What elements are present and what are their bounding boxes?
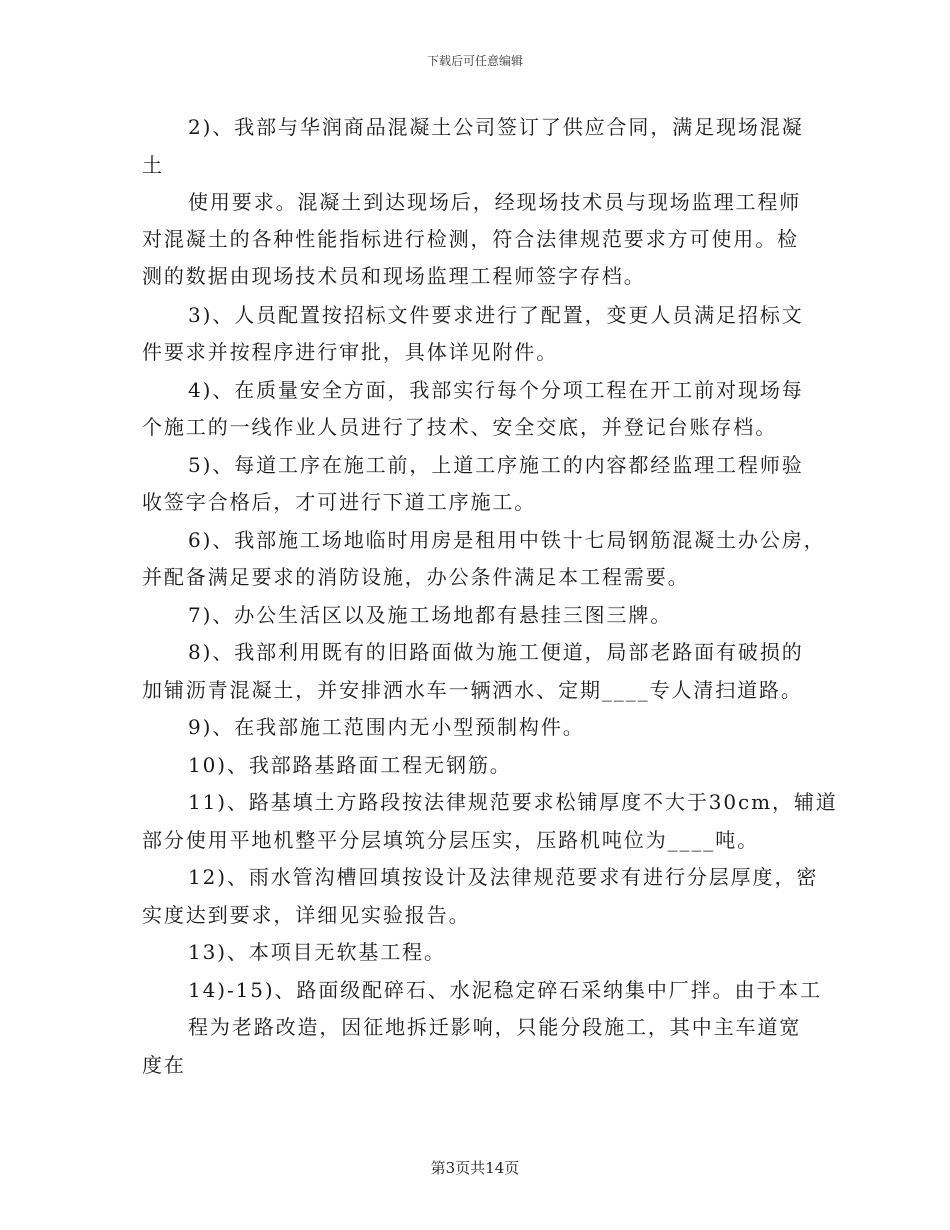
text-line: 13)、本项目无软基工程。 xyxy=(188,940,446,964)
text-line: 7)、办公生活区以及施工场地都有悬挂三图三牌。 xyxy=(188,603,673,627)
text-line: 部分使用平地机整平分层填筑分层压实，压路机吨位为____吨。 xyxy=(142,828,759,852)
text-line: 11)、路基填土方路段按法律规范要求松铺厚度不大于30cm，辅道 xyxy=(188,790,838,814)
page-footer: 第3页共14页 xyxy=(430,1159,520,1177)
text-line: 件要求并按程序进行审批，具体详见附件。 xyxy=(142,340,559,364)
text-line: 并配备满足要求的消防设施，办公条件满足本工程需要。 xyxy=(142,565,690,589)
text-line: 个施工的一线作业人员进行了技术、安全交底，并登记台账存档。 xyxy=(142,415,778,439)
text-line: 加铺沥青混凝土，并安排洒水车一辆洒水、定期____专人清扫道路。 xyxy=(142,678,803,702)
text-line: 12)、雨水管沟槽回填按设计及法律规范要求有进行分层厚度，密 xyxy=(188,865,819,889)
text-line: 4)、在质量安全方面，我部实行每个分项工程在开工前对现场每 xyxy=(188,378,804,402)
text-line: 3)、人员配置按招标文件要求进行了配置，变更人员满足招标文 xyxy=(188,303,804,327)
text-line: 实度达到要求，详细见实验报告。 xyxy=(142,903,471,927)
text-line: 10)、我部路基路面工程无钢筋。 xyxy=(188,753,512,777)
text-line: 14)-15)、路面级配碎石、水泥稳定碎石采纳集中厂拌。由于本工 xyxy=(188,978,823,1002)
text-line: 使用要求。混凝土到达现场后，经现场技术员与现场监理工程师 xyxy=(188,190,802,214)
text-line: 9)、在我部施工范围内无小型预制构件。 xyxy=(188,715,585,739)
text-line: 收签字合格后，才可进行下道工序施工。 xyxy=(142,490,537,514)
text-line: 土 xyxy=(142,153,164,177)
page-header: 下载后可任意编辑 xyxy=(426,54,523,68)
text-line: 测的数据由现场技术员和现场监理工程师签字存档。 xyxy=(142,264,646,288)
text-line: 5)、每道工序在施工前，上道工序施工的内容都经监理工程师验 xyxy=(188,453,804,477)
text-line: 6)、我部施工场地临时用房是租用中铁十七局钢筋混凝土办公房， xyxy=(188,528,826,552)
text-line: 2)、我部与华润商品混凝土公司签订了供应合同，满足现场混凝 xyxy=(188,115,804,139)
text-line: 度在 xyxy=(142,1053,186,1077)
text-line: 对混凝土的各种性能指标进行检测，符合法律规范要求方可使用。检 xyxy=(142,227,799,251)
text-line: 程为老路改造，因征地拆迁影响，只能分段施工，其中主车道宽 xyxy=(188,1015,802,1039)
text-line: 8)、我部利用既有的旧路面做为施工便道，局部老路面有破损的 xyxy=(188,640,804,664)
